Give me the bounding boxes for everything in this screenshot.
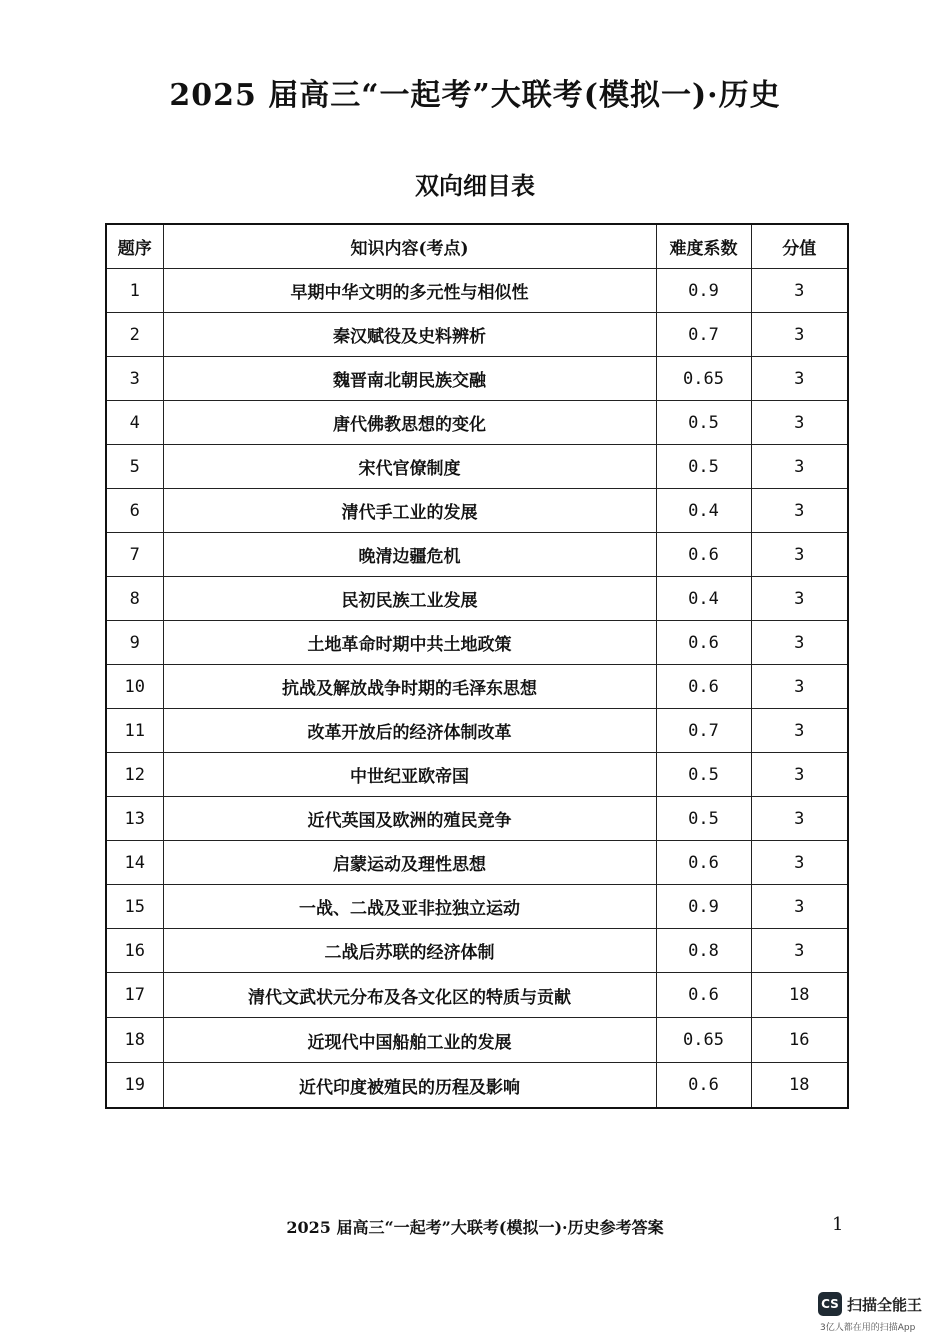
header-difficulty: 难度系数 (656, 224, 751, 269)
cell-question-number: 14 (106, 841, 163, 885)
header-score: 分值 (751, 224, 848, 269)
cell-question-number: 7 (106, 533, 163, 577)
table-body (106, 269, 848, 1109)
cell-difficulty: 0.7 (656, 709, 751, 753)
table-row (106, 709, 848, 753)
table-row (106, 577, 848, 621)
cell-knowledge-content: 宋代官僚制度 (163, 445, 656, 489)
cell-difficulty: 0.6 (656, 841, 751, 885)
cell-difficulty: 0.5 (656, 401, 751, 445)
cell-score: 3 (751, 797, 848, 841)
cell-difficulty: 0.4 (656, 489, 751, 533)
cell-knowledge-content: 清代文武状元分布及各文化区的特质与贡献 (163, 973, 656, 1018)
cell-knowledge-content: 二战后苏联的经济体制 (163, 929, 656, 973)
cell-knowledge-content: 一战、二战及亚非拉独立运动 (163, 885, 656, 929)
cell-difficulty: 0.65 (656, 357, 751, 401)
cell-question-number: 10 (106, 665, 163, 709)
cell-difficulty: 0.6 (656, 533, 751, 577)
table-header-row (106, 224, 848, 269)
cell-knowledge-content: 土地革命时期中共土地政策 (163, 621, 656, 665)
table-row (106, 269, 848, 313)
cell-difficulty: 0.8 (656, 929, 751, 973)
table-row (106, 753, 848, 797)
cell-score: 3 (751, 885, 848, 929)
cell-question-number: 2 (106, 313, 163, 357)
cell-knowledge-content: 改革开放后的经济体制改革 (163, 709, 656, 753)
page-footer: 2025 届高三“一起考”大联考(模拟一)·历史参考答案 (286, 1218, 664, 1237)
cell-score: 3 (751, 445, 848, 489)
scanner-watermark (818, 1292, 933, 1338)
table-row (106, 929, 848, 973)
cell-score: 3 (751, 753, 848, 797)
cell-difficulty: 0.6 (656, 621, 751, 665)
table-row (106, 665, 848, 709)
cell-knowledge-content: 近现代中国船舶工业的发展 (163, 1018, 656, 1063)
cell-question-number: 15 (106, 885, 163, 929)
table-row (106, 313, 848, 357)
cell-question-number: 3 (106, 357, 163, 401)
cell-score: 3 (751, 533, 848, 577)
table-row (106, 841, 848, 885)
cell-difficulty: 0.5 (656, 445, 751, 489)
table-row (106, 445, 848, 489)
camscanner-logo-icon: CS (818, 1292, 842, 1316)
table-subtitle: 双向细目表 (415, 171, 535, 200)
cell-question-number: 6 (106, 489, 163, 533)
cell-knowledge-content: 晚清边疆危机 (163, 533, 656, 577)
cell-knowledge-content: 抗战及解放战争时期的毛泽东思想 (163, 665, 656, 709)
scanner-app-name: 扫描全能王 (847, 1296, 923, 1314)
cell-question-number: 16 (106, 929, 163, 973)
cell-difficulty: 0.9 (656, 885, 751, 929)
spec-table (105, 223, 849, 1109)
cell-score: 3 (751, 269, 848, 313)
cell-score: 3 (751, 665, 848, 709)
header-question-number: 题序 (106, 224, 163, 269)
cell-question-number: 18 (106, 1018, 163, 1063)
document-title: 2025 届高三“一起考”大联考(模拟一)·历史 (169, 78, 781, 113)
cell-knowledge-content: 秦汉赋役及史料辨析 (163, 313, 656, 357)
table-row (106, 797, 848, 841)
cell-difficulty: 0.6 (656, 665, 751, 709)
cell-score: 16 (751, 1018, 848, 1063)
cell-question-number: 8 (106, 577, 163, 621)
cell-score: 3 (751, 489, 848, 533)
cell-score: 3 (751, 401, 848, 445)
cell-difficulty: 0.6 (656, 1063, 751, 1109)
header-knowledge-content: 知识内容(考点) (163, 224, 656, 269)
page-number: 1 (832, 1214, 844, 1235)
table-row (106, 357, 848, 401)
table-row (106, 489, 848, 533)
cell-score: 3 (751, 313, 848, 357)
cell-knowledge-content: 近代英国及欧洲的殖民竞争 (163, 797, 656, 841)
cell-question-number: 9 (106, 621, 163, 665)
cell-knowledge-content: 唐代佛教思想的变化 (163, 401, 656, 445)
cell-difficulty: 0.5 (656, 797, 751, 841)
cell-difficulty: 0.6 (656, 973, 751, 1018)
cell-difficulty: 0.5 (656, 753, 751, 797)
cell-question-number: 17 (106, 973, 163, 1018)
cell-question-number: 19 (106, 1063, 163, 1109)
scanner-tagline: 3亿人都在用的扫描App (820, 1323, 916, 1333)
table-row (106, 621, 848, 665)
cell-knowledge-content: 魏晋南北朝民族交融 (163, 357, 656, 401)
cell-score: 3 (751, 577, 848, 621)
cell-knowledge-content: 民初民族工业发展 (163, 577, 656, 621)
table-row (106, 533, 848, 577)
cell-question-number: 4 (106, 401, 163, 445)
cell-difficulty: 0.9 (656, 269, 751, 313)
table-row (106, 885, 848, 929)
table-row (106, 401, 848, 445)
cell-knowledge-content: 近代印度被殖民的历程及影响 (163, 1063, 656, 1109)
cell-question-number: 11 (106, 709, 163, 753)
cell-score: 3 (751, 709, 848, 753)
cell-score: 18 (751, 1063, 848, 1109)
cell-knowledge-content: 清代手工业的发展 (163, 489, 656, 533)
cell-knowledge-content: 中世纪亚欧帝国 (163, 753, 656, 797)
cell-knowledge-content: 早期中华文明的多元性与相似性 (163, 269, 656, 313)
cell-difficulty: 0.7 (656, 313, 751, 357)
cell-difficulty: 0.65 (656, 1018, 751, 1063)
cell-question-number: 5 (106, 445, 163, 489)
cell-knowledge-content: 启蒙运动及理性思想 (163, 841, 656, 885)
cell-difficulty: 0.4 (656, 577, 751, 621)
table-row (106, 1063, 848, 1109)
table-row (106, 1018, 848, 1063)
cell-score: 3 (751, 621, 848, 665)
cell-question-number: 13 (106, 797, 163, 841)
cell-question-number: 1 (106, 269, 163, 313)
cell-score: 3 (751, 841, 848, 885)
cell-score: 3 (751, 929, 848, 973)
cell-score: 3 (751, 357, 848, 401)
cell-question-number: 12 (106, 753, 163, 797)
cell-score: 18 (751, 973, 848, 1018)
table-row (106, 973, 848, 1018)
